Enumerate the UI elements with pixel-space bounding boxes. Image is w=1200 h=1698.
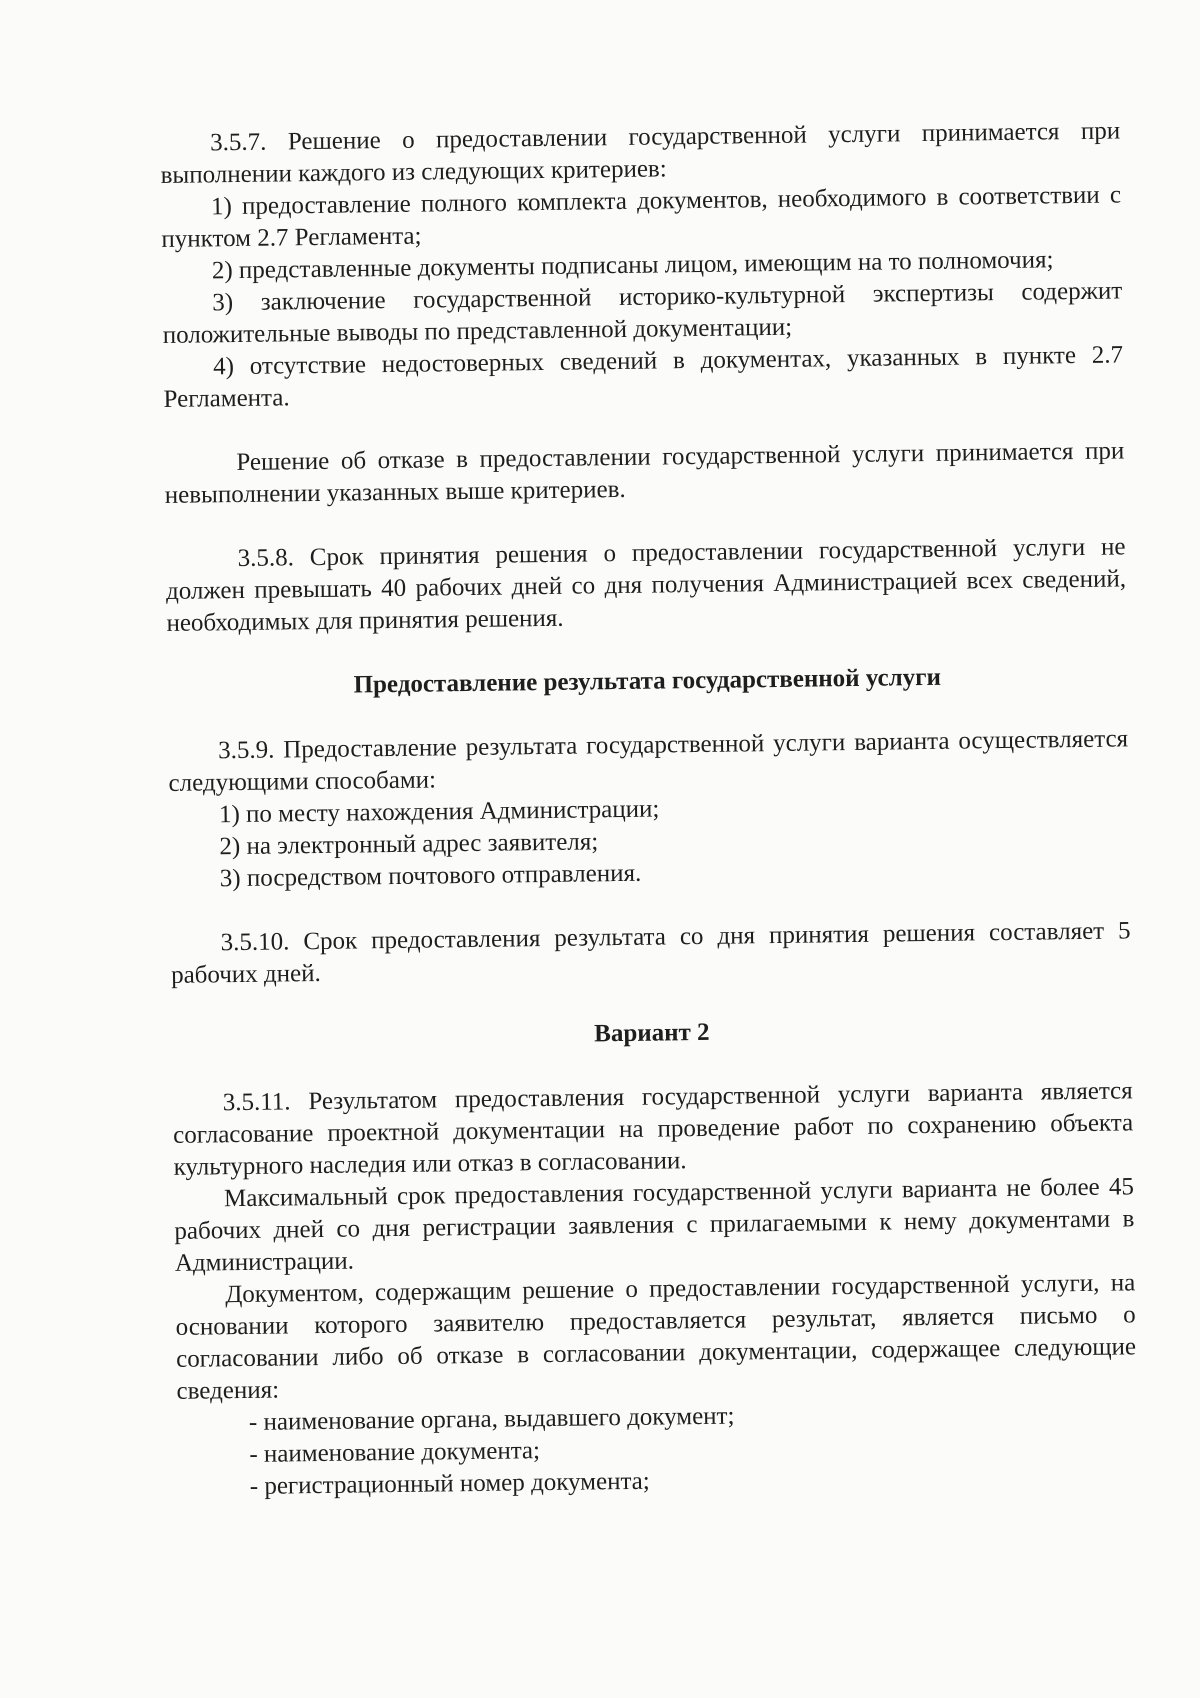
paragraph-3-5-7-intro: 3.5.7. Решение о предоставлении государственной услуги принимается при выполнении каждого из следующих критериев: xyxy=(160,117,1121,189)
criterion-item: 4) отсутствие недостоверных сведений в документах, указанных в пункте 2.7 Регламента. xyxy=(163,341,1124,413)
refusal-paragraph: Решение об отказе в предоставлении государственной услуги принимается при невыполнении указанных выше критериев. xyxy=(164,437,1125,509)
paragraph-3-5-9-intro: 3.5.9. Предоставление результата государственной услуги варианта осуществляется следующими способами: xyxy=(168,725,1129,797)
document-body xyxy=(160,115,1138,1503)
criterion-item: 2) представленные документы подписаны лицом, имеющим на то полномочия; xyxy=(211,246,1054,285)
section-heading-variant: Вариант 2 xyxy=(593,1018,710,1048)
criterion-item: 1) предоставление полного комплекта документов, необходимого в соответствии с пунктом 2.7 Регламента; xyxy=(161,181,1122,253)
field-item: - наименование органа, выдавшего документ; xyxy=(248,1402,735,1436)
field-item: - наименование документа; xyxy=(249,1437,541,1468)
paragraph-3-5-10: 3.5.10. Срок предоставления результата со дня принятия решения составляет 5 рабочих дней. xyxy=(170,917,1131,989)
paragraph-3-5-8: 3.5.8. Срок принятия решения о предоставлении государственной услуги не должен превышать 40 рабочих дней со дня получения Администрацией всех сведений, необходимых для принятия решения. xyxy=(165,533,1127,637)
decision-document-paragraph: Документом, содержащим решение о предоставлении государственной услуги, на основании которого заявителю предоставляется результат, является письмо о согласовании либо об отказе в согласовании документации, содержащее следующие сведения: xyxy=(175,1269,1137,1405)
field-item: - регистрационный номер документа; xyxy=(249,1467,650,1500)
max-term-paragraph: Максимальный срок предоставления государственной услуги варианта не более 45 рабочих дней со дня регистрации заявления с прилагаемыми к нему документами в Администрации. xyxy=(174,1173,1135,1277)
section-heading-result: Предоставление результата государственной услуги xyxy=(353,663,942,699)
method-item: 1) по месту нахождения Администрации; xyxy=(218,795,660,829)
method-item: 3) посредством почтового отправления. xyxy=(219,859,642,893)
criterion-item: 3) заключение государственной историко-культурной экспертизы содержит положительные выводы по представленной документации; xyxy=(162,277,1123,349)
paragraph-3-5-11: 3.5.11. Результатом предоставления государственной услуги варианта является согласование проектной документации на проведение работ по сохранению объекта культурного наследия или отказ в согласовании. xyxy=(173,1077,1134,1181)
method-item: 2) на электронный адрес заявителя; xyxy=(219,828,599,861)
